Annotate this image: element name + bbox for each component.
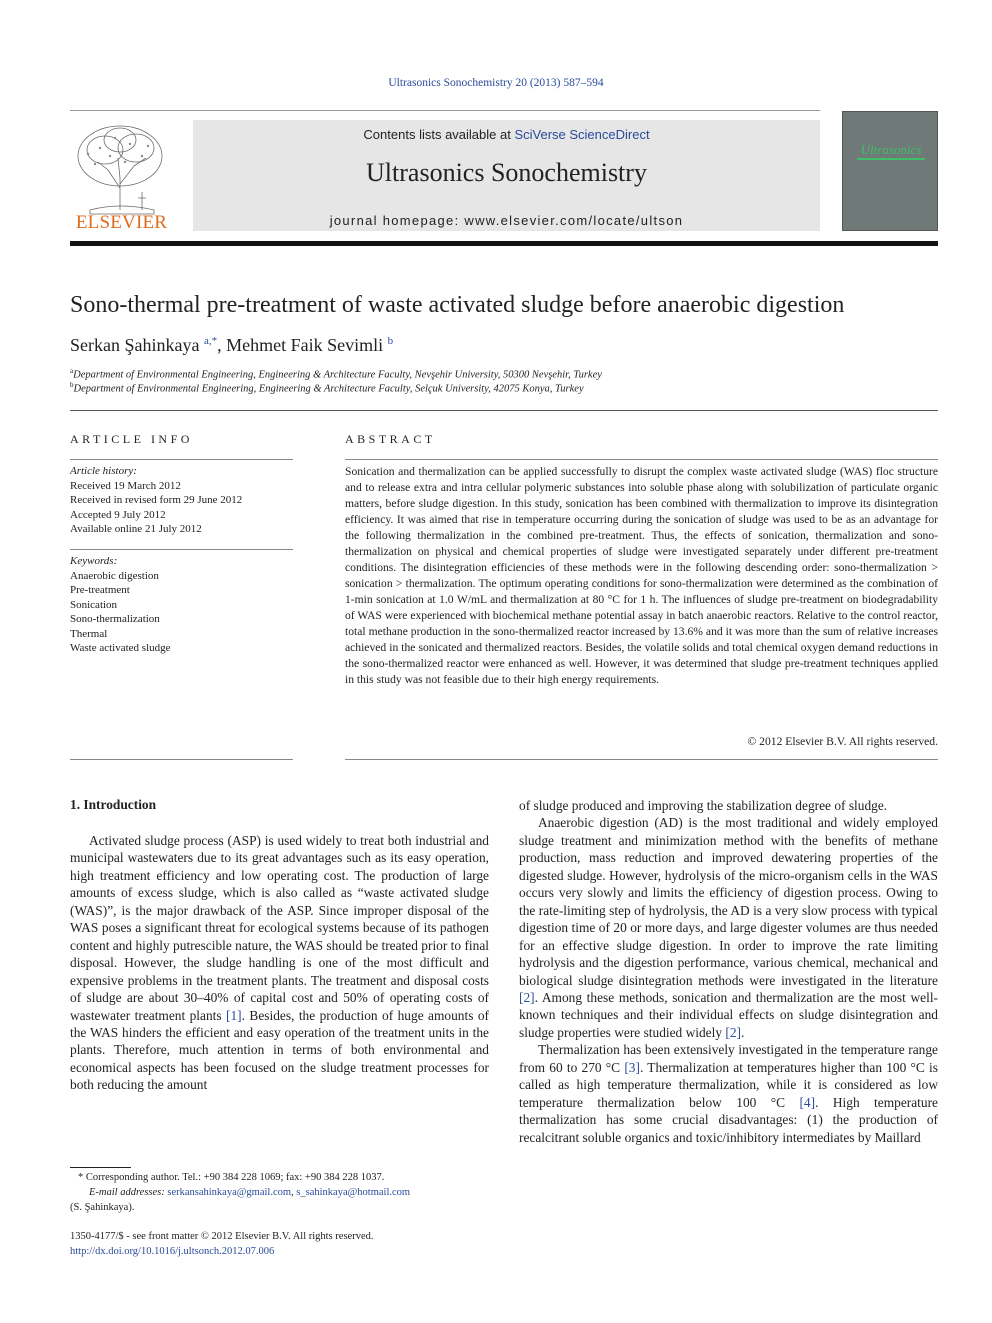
citation-link[interactable]: [4] [799,1094,816,1110]
affiliation-text: Department of Environmental Engineering, Engineering & Architecture Faculty, Nevşehir University, 50300 Nevşehir, Turkey [73,369,602,381]
info-rule [70,549,293,550]
abstract-rule [345,759,938,760]
keyword-item: Anaerobic digestion [70,569,159,582]
cover-title: Ultrasonics [860,142,922,157]
keywords [70,554,293,656]
issn-block [70,1230,373,1259]
keywords-label: Keywords: [70,555,118,567]
journal-citation[interactable]: Ultrasonics Sonochemistry 20 (2013) 587–594 [388,77,604,89]
history-item: Available online 21 July 2012 [70,523,202,535]
keyword-item: Waste activated sludge [70,642,171,654]
corresponding-author-note: * Corresponding author. Tel.: +90 384 228 1069; fax: +90 384 228 1037. [78,1172,385,1183]
citation-link[interactable]: [2] [725,1024,742,1040]
keyword-item: Sonication [70,598,118,611]
article-info-heading: ARTICLE INFO [70,432,193,446]
elsevier-wordmark: ELSEVIER [75,212,168,233]
keyword-item: Pre-treatment [70,584,130,596]
author-name: Serkan Şahinkaya [70,335,200,355]
history-label: Article history: [70,465,137,477]
info-rule [70,759,293,760]
section-rule [70,410,938,411]
journal-title: Ultrasonics Sonochemistry [366,158,647,187]
paragraph-text: . High temperature thermalization has some crucial disadvantages: (1) the production of recalcitrant soluble organics and toxic/inhibitory intermediates by Maillard [519,1094,938,1145]
citation-link[interactable]: [2] [519,989,535,1005]
affiliation-mark: b [70,381,74,389]
journal-header-box [193,120,820,231]
email-separator: , [291,1187,297,1198]
introduction-heading: 1. Introduction [70,797,157,812]
citation-link[interactable]: [3] [624,1059,640,1075]
paragraph-text: Activated sludge process (ASP) is used widely to treat both industrial and municipal wastewaters due to its great advantages such as its easy operation, high treatment efficiency and low operating cost. The production of large amounts of excess sludge, which is also called as “waste activated sludge (WAS)”, is the major drawback of the ASP. Since improper disposal of the WAS poses a significant threat for ecological systems because of its pathogen content and highly putrescible nature, the WAS should be treated prior to final disposal. However, the sludge handling is one of the most difficult and expensive problems in the treatment plants. The treatment and disposal costs of sludge are about 30–40% of capital cost and 50% of operating costs of wastewater treatment plants [70,833,489,1023]
email-label: E-mail addresses: [89,1187,165,1198]
history-item: Received 19 March 2012 [70,479,181,492]
paragraph-text: . Thermalization at temperatures higher than 100 °C is called as high temperature thermalization, while it is considered as low temperature thermalization below 100 °C [519,1059,938,1110]
copyright-notice: © 2012 Elsevier B.V. All rights reserved. [747,735,938,748]
cover-decoration [857,158,925,160]
email-line [70,1185,489,1200]
paragraph-text: . [741,1024,745,1040]
paragraph-text: Thermalization has been extensively investigated in the temperature range from 60 to 270 °C [519,1042,938,1075]
author-affiliation-mark[interactable]: b [387,335,394,347]
paragraph-text: . Besides, the production of huge amounts of the WAS hinders the efficient and easy operation of the treatment units in the plants. Therefore, much attention in terms of both environmental and economical aspects has been focused on the sludge treatment processes for both reducing the amount [70,1007,490,1093]
citation-link[interactable]: [1] [226,1007,242,1023]
abstract-rule [345,459,938,460]
abstract-text: Sonication and thermalization can be applied successfully to disrupt the complex waste activated sludge (WAS) floc structure and to release extra and intra cellular polymeric substances into soluble phase along with solubilization of particulate organic matters, before sludge digestion. In this study, sonication has been combined with thermalization to improve its disintegration efficiency. It was aimed that rise in temperature occurring during the sonication of sludge was used to be as an advantage for the following thermalization in the combined pre-treatment. Thus, the effects of sonication, thermalization and sono-thermalization on physical and chemical properties of sludge were investigated separately under different pre-treatment conditions. The disintegration efficiencies of these methods were in the following descending order: sono-thermalization > sonication > thermalization. The optimum operating conditions for sono-thermalization were determined as the combination of 1-min sonication at 1.0 W/mL and thermalization at 80 °C for 1 h. The influences of sludge pre-treatment on biodegradability of WAS were experienced with biochemical methane potential assay in batch anaerobic reactors. Relative to the control reactor, total methane production in the sono-thermalized reactor increased by 13.6% and it was more than the sum of relative increases achieved in the sonicated and thermalized reactors. Besides, the volatile solids and total chemical oxygen demand reductions in the sono-thermalized reactor were enhanced as well. However, it was determined that sludge pre-treatment techniques applied in this study was not feasible due to their high energy requirements. [345,465,938,686]
history-item: Received in revised form 29 June 2012 [70,494,243,506]
email-link[interactable]: s_sahinkaya@hotmail.com [296,1187,411,1198]
footnote-rule [70,1167,131,1168]
contents-prefix: Contents lists available at [363,127,515,142]
body-column-right [519,797,938,1146]
paragraph-text: Anaerobic digestion (AD) is the most traditional and widely employed sludge treatment and minimization method with the benefits of methane production, mass reduction and improved dewatering properties of the digested sludge. However, hydrolysis of the micro-organism cells in the WAS occurs very slowly and limits the efficiency of digestion process. Owing to the rate-limiting step of hydrolysis, the AD is a very slow process with typical digestion time of 20 or more days, and large digester volumes are thus needed for an effective sludge digestion. In order to improve the rate limiting hydrolysis and the digestion performance, various chemical, mechanical and biological sludge disintegration methods were investigated in the literature [519,815,938,988]
history-item: Accepted 9 July 2012 [70,508,166,521]
keyword-item: Thermal [70,627,108,640]
contents-line [193,127,820,142]
doi-link[interactable]: http://dx.doi.org/10.1016/j.ultsonch.2012.07.006 [70,1245,275,1257]
header-thick-rule [70,241,938,246]
article-title: Sono-thermal pre-treatment of waste activated sludge before anaerobic digestion [70,292,845,318]
author-separator: , [217,335,227,355]
article-history [70,464,293,537]
affiliation-text: Department of Environmental Engineering, Engineering & Architecture Faculty, Selçuk University, 42075 Konya, Turkey [73,383,584,395]
affiliation-b [70,381,584,395]
body-paragraph: of sludge produced and improving the stabilization degree of sludge. [519,798,888,813]
journal-cover-thumbnail [842,111,938,231]
paragraph-text: . Among these methods, sonication and thermalization are the most well-known techniques and their individual effects on sludge disintegration and sludge properties were studied widely [519,989,938,1040]
author-name: Mehmet Faik Sevimli [226,335,384,355]
abstract-heading: ABSTRACT [345,432,436,446]
body-paragraph [70,832,489,1094]
body-column-left [70,832,489,1094]
footnote [70,1170,489,1215]
email-link[interactable]: serkansahinkaya@gmail.com [167,1187,292,1198]
affiliation-a [70,367,602,381]
email-owner: (S. Şahinkaya). [70,1202,135,1213]
keyword-item: Sono-thermalization [70,613,160,625]
issn-line: 1350-4177/$ - see front matter © 2012 Elsevier B.V. All rights reserved. [70,1231,374,1242]
body-paragraph [519,1041,938,1146]
top-rule [70,110,820,111]
body-paragraph [519,814,938,1041]
journal-homepage[interactable]: journal homepage: www.elsevier.com/locate/ultson [329,213,684,228]
author-list [70,335,393,356]
author-affiliation-mark[interactable]: a,* [203,335,218,347]
info-rule [70,459,293,460]
sciencedirect-link[interactable]: SciVerse ScienceDirect [514,127,650,142]
affiliation-mark: a [70,367,74,375]
